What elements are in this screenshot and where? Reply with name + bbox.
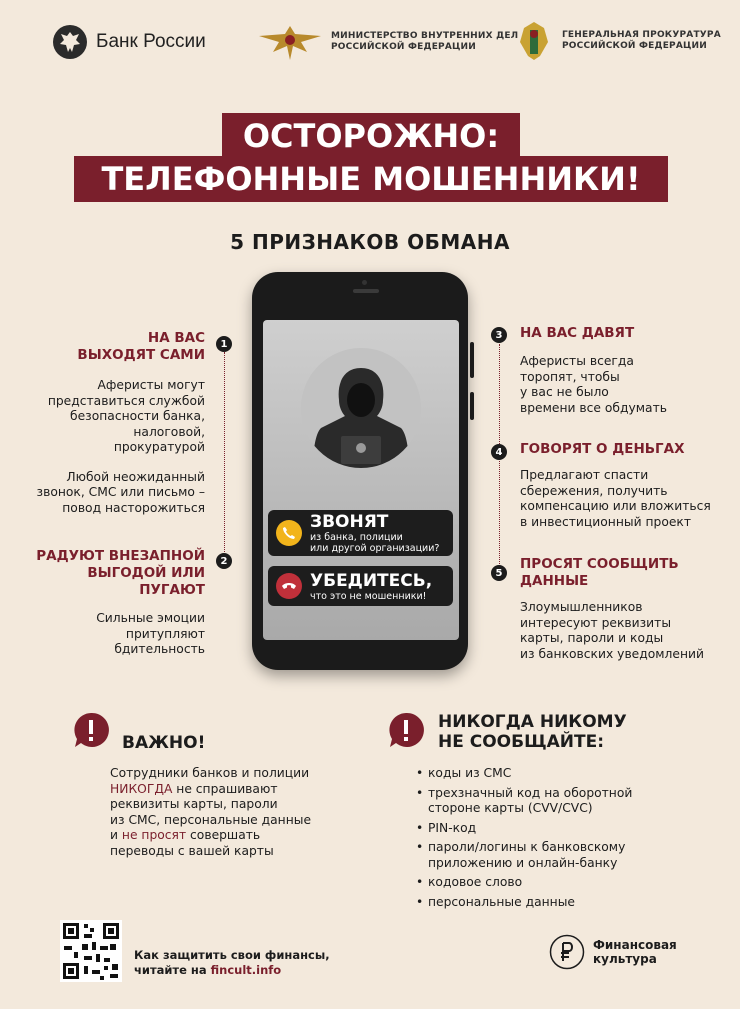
sign-5-text: интересуют реквизиты	[520, 615, 672, 630]
verify-call-box	[268, 566, 453, 606]
sign-2-title-1: РАДУЮТ ВНЕЗАПНОЙ	[36, 548, 205, 564]
sign-2-text: Сильные эмоции	[96, 611, 205, 625]
sign-2-title-2: ВЫГОДОЙ ИЛИ ПУГАЮТ	[87, 565, 205, 598]
important-and: и	[110, 828, 122, 842]
prosecutor-line-2: РОССИЙСКОЙ ФЕДЕРАЦИИ	[562, 41, 708, 51]
caller-avatar	[301, 348, 421, 468]
important-title: ВАЖНО!	[122, 733, 206, 753]
list-item: • трехзначный код на оборотной	[414, 786, 654, 802]
sign-1-text-2: Любой неожиданный	[66, 469, 205, 484]
sign-2-text: бдительность	[114, 642, 205, 656]
sign-4-text: Предлагают спасти	[520, 468, 649, 482]
footer-line-2	[134, 963, 330, 978]
list-item: • персональные данные	[414, 895, 654, 911]
sign-4-text: сбережения, получить	[520, 483, 668, 498]
sign-number-5: 5	[491, 565, 507, 581]
verify-title: УБЕДИТЕСЬ,	[310, 570, 433, 591]
phone-camera	[362, 280, 367, 285]
important-line-rest: не спрашивают	[172, 781, 278, 796]
footer-text	[134, 948, 330, 978]
never-title	[438, 712, 627, 752]
warning-bubble-icon	[388, 712, 424, 748]
title-line-2: ТЕЛЕФОННЫЕ МОШЕННИКИ!	[74, 156, 668, 202]
subtitle: 5 ПРИЗНАКОВ ОБМАНА	[230, 230, 510, 254]
sign-4-text: в инвестиционный проект	[520, 514, 692, 529]
sign-number-2: 2	[216, 553, 232, 569]
sign-4-text: компенсацию или вложиться	[520, 499, 711, 513]
sign-1-title-1: НА ВАС	[147, 330, 205, 346]
warning-bubble-icon	[73, 712, 109, 748]
bank-name: Банк России	[96, 31, 206, 52]
list-item: • коды из СМС	[414, 766, 654, 782]
never-title-2: НЕ СООБЩАЙТЕ:	[438, 732, 605, 752]
sign-number-3: 3	[491, 327, 507, 343]
sign-1-text: безопасности банка,	[70, 409, 205, 423]
phone-decline-icon	[276, 573, 302, 599]
dotted-connector-left	[224, 352, 225, 552]
financial-culture-logo	[549, 934, 677, 970]
important-line	[110, 828, 340, 844]
sign-1-text: Аферисты могут	[97, 378, 205, 392]
sign-4	[520, 441, 725, 530]
important-dont-ask: не просят	[121, 828, 187, 842]
sign-1-text-2: повод насторожиться	[62, 500, 205, 515]
list-item: • пароли/логины к банковскому	[414, 840, 654, 856]
important-line	[110, 782, 340, 798]
sign-4-title: ГОВОРЯТ О ДЕНЬГАХ	[520, 441, 685, 457]
mvd-eagle-icon	[255, 22, 325, 62]
never-title-1: НИКОГДА НИКОМУ	[438, 712, 627, 732]
sign-number-4: 4	[491, 444, 507, 460]
mvd-line-1: МИНИСТЕРСТВО ВНУТРЕННИХ ДЕЛ	[331, 31, 519, 41]
sign-2	[20, 548, 205, 658]
sign-3-text: Аферисты всегда	[520, 354, 634, 368]
important-line: Сотрудники банков и полиции	[110, 766, 310, 780]
important-text	[110, 766, 340, 859]
sign-1-text: прокуратурой	[113, 440, 205, 454]
sign-3-title: НА ВАС ДАВЯТ	[520, 325, 635, 341]
important-never: НИКОГДА	[110, 781, 173, 796]
sign-5-text: Злоумышленников	[520, 600, 643, 614]
footer-line-1: Как защитить свои финансы,	[134, 948, 330, 962]
sign-5-title-1: ПРОСЯТ СООБЩИТЬ	[520, 556, 679, 572]
sign-5	[520, 556, 725, 662]
sign-1-text-2: звонок, СМС или письмо –	[36, 485, 205, 499]
important-line: из СМС, персональные данные	[110, 812, 312, 827]
sign-1-title-2: ВЫХОДЯТ САМИ	[77, 347, 205, 363]
brand-line-1: Финансовая	[593, 938, 677, 952]
call-title: ЗВОНЯТ	[310, 512, 389, 532]
prosecutor-emblem-icon	[514, 20, 554, 62]
eagle-emblem-icon	[52, 24, 88, 60]
important-line: реквизиты карты, пароли	[110, 797, 278, 811]
phone-speaker	[353, 289, 379, 293]
title-line-1: ОСТОРОЖНО:	[222, 113, 520, 159]
sign-5-text: карты, пароли и коды	[520, 631, 664, 645]
sign-1	[30, 330, 205, 516]
list-item: стороне карты (CVV/CVC)	[428, 801, 593, 815]
call-sub-1: из банка, полиции	[310, 532, 403, 543]
sign-5-text: из банковских уведомлений	[520, 646, 705, 661]
important-line: переводы с вашей карты	[110, 843, 274, 858]
verify-sub: что это не мошенники!	[310, 590, 427, 602]
list-item: • кодовое слово	[414, 875, 654, 891]
mvd-line-2: РОССИЙСКОЙ ФЕДЕРАЦИИ	[331, 42, 477, 52]
list-item: • PIN-код	[414, 821, 654, 837]
sign-number-1: 1	[216, 336, 232, 352]
important-line-rest: совершать	[186, 828, 261, 842]
prosecutor-line-1: ГЕНЕРАЛЬНАЯ ПРОКУРАТУРА	[562, 30, 721, 40]
call-sub-2: или другой организации?	[310, 543, 440, 554]
sign-1-text: налоговой,	[133, 424, 205, 439]
phone-side-button	[470, 342, 474, 378]
sign-3-text: торопят, чтобы	[520, 369, 620, 384]
bank-of-russia-logo	[52, 24, 206, 60]
sign-2-text: притупляют	[125, 626, 205, 641]
sign-3	[520, 325, 720, 416]
brand-line-2: культура	[593, 952, 657, 966]
phone-call-icon	[276, 520, 302, 546]
list-item: приложению и онлайн-банку	[428, 855, 618, 870]
sign-3-text: времени все обдумать	[520, 400, 667, 415]
hacker-icon	[301, 348, 421, 468]
sign-1-text: представиться службой	[47, 393, 205, 408]
incoming-call-box	[268, 510, 453, 556]
never-list	[414, 766, 654, 914]
sign-3-text: у вас не было	[520, 385, 609, 399]
footer-read: читайте на	[134, 963, 211, 977]
ruble-icon	[549, 934, 585, 970]
sign-5-title-2: ДАННЫЕ	[520, 573, 589, 589]
phone-side-button-2	[470, 392, 474, 420]
prosecutor-logo	[514, 20, 721, 62]
fincult-link[interactable]: fincult.info	[210, 963, 282, 977]
mvd-logo	[255, 22, 518, 62]
qr-code-icon[interactable]	[60, 920, 122, 982]
